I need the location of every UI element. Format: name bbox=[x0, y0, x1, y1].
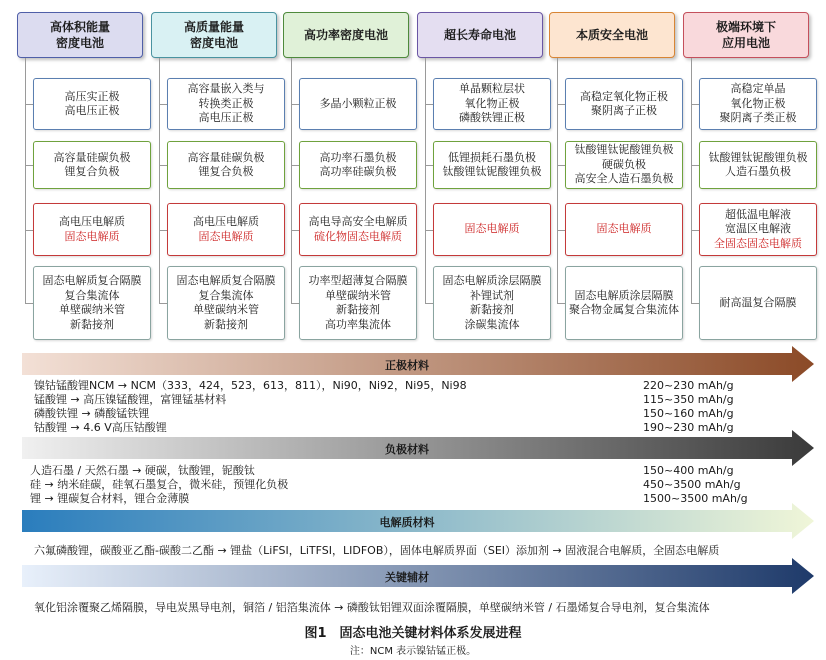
material-line: 固态电解质 bbox=[198, 229, 254, 243]
connector-tick bbox=[159, 303, 167, 304]
material-box bbox=[699, 141, 817, 189]
section-title-positive: 正极材料 bbox=[385, 359, 429, 372]
material-line: 高安全人造石墨负极 bbox=[574, 172, 674, 186]
connector-tick bbox=[25, 230, 33, 231]
figure-caption: 图1 固态电池关键材料体系发展进程 bbox=[304, 626, 522, 641]
arrow-positive bbox=[22, 346, 814, 382]
positive-row: 钴酸锂 → 4.6 V高压钴酸锂 bbox=[34, 421, 167, 434]
column-header: 高质量能量 密度电池 bbox=[151, 12, 277, 58]
connector-tick bbox=[25, 165, 33, 166]
column-header: 极端环境下 应用电池 bbox=[683, 12, 809, 58]
material-line: 固态电解质涂层隔膜 bbox=[442, 274, 542, 287]
material-box bbox=[565, 141, 683, 189]
positive-row: 磷酸铁锂 → 磷酸锰铁锂 bbox=[34, 407, 150, 420]
connector-line bbox=[691, 58, 692, 303]
column-header: 高体积能量 密度电池 bbox=[17, 12, 143, 58]
material-line: 固态电解质 bbox=[464, 222, 520, 236]
material-line: 新黏接剂 bbox=[70, 317, 114, 331]
material-line: 高电导高安全电解质 bbox=[308, 215, 408, 228]
connector-tick bbox=[691, 104, 699, 105]
material-line: 高压实正极 bbox=[64, 89, 120, 103]
negative-row: 硅 → 纳米硅碳，硅氧石墨复合，微米硅，预锂化负极 bbox=[30, 478, 289, 491]
connector-line bbox=[425, 58, 426, 303]
material-line: 固态电解质 bbox=[596, 222, 652, 236]
positive-value: 150~160 mAh/g bbox=[643, 407, 734, 420]
material-line: 高容量嵌入类与 bbox=[187, 82, 265, 96]
connector-line bbox=[557, 58, 558, 303]
material-line: 磷酸铁锂正极 bbox=[459, 111, 525, 125]
material-box bbox=[699, 266, 817, 340]
connector-tick bbox=[557, 104, 565, 105]
material-box bbox=[33, 78, 151, 130]
material-line: 硬碳负极 bbox=[602, 157, 646, 171]
material-line: 锂复合负极 bbox=[64, 165, 120, 178]
connector-tick bbox=[425, 165, 433, 166]
material-line: 固态电解质复合隔膜 bbox=[176, 274, 276, 287]
material-line: 高电压正极 bbox=[64, 104, 120, 117]
electrolyte-line: 六氟磷酸锂，碳酸亚乙酯-碳酸二乙酯 → 锂盐（LiFSI，LiTFSI，LIDFOB），固体电解质界面（SEI）添加剂 → 固液混合电解质，全固态电解质 bbox=[34, 544, 720, 557]
connector-tick bbox=[159, 104, 167, 105]
material-box bbox=[167, 203, 285, 256]
material-box bbox=[167, 78, 285, 130]
material-line: 高稳定氧化物正极 bbox=[580, 89, 668, 103]
material-line: 锂复合负极 bbox=[198, 165, 254, 178]
column-header: 本质安全电池 bbox=[549, 12, 675, 58]
material-line: 钛酸锂钛铌酸锂负极 bbox=[708, 150, 808, 164]
material-line: 低锂损耗石墨负极 bbox=[448, 150, 536, 164]
positive-row: 镍钴锰酸锂NCM → NCM（333，424，523，613，811），Ni90，Ni92，Ni95，Ni98 bbox=[34, 379, 467, 392]
positive-value: 220~230 mAh/g bbox=[643, 379, 734, 392]
material-line: 高功率集流体 bbox=[325, 317, 391, 331]
material-line: 聚合物金属复合集流体 bbox=[569, 303, 679, 316]
material-line: 单壁碳纳米管 bbox=[193, 303, 259, 316]
connector-tick bbox=[425, 230, 433, 231]
material-line: 转换类正极 bbox=[198, 96, 254, 110]
figure-note: 注：NCM 表示镍钴锰正极。 bbox=[349, 646, 477, 657]
section-title-negative: 负极材料 bbox=[385, 443, 429, 456]
positive-row: 锰酸锂 → 高压镍锰酸锂，富锂锰基材料 bbox=[34, 393, 227, 406]
negative-row: 锂 → 锂碳复合材料，锂合金薄膜 bbox=[30, 492, 190, 505]
negative-value: 1500~3500 mAh/g bbox=[643, 492, 748, 505]
material-line: 高功率石墨负极 bbox=[319, 150, 397, 164]
material-line: 复合集流体 bbox=[64, 288, 120, 302]
material-box bbox=[33, 203, 151, 256]
arrow-aux bbox=[22, 558, 814, 594]
material-line: 单壁碳纳米管 bbox=[325, 288, 391, 302]
material-line: 聚阴离子正极 bbox=[591, 104, 657, 117]
connector-tick bbox=[557, 303, 565, 304]
material-line: 高功率硅碳负极 bbox=[319, 165, 397, 178]
material-line: 全固态固态电解质 bbox=[714, 236, 802, 250]
arrow-negative bbox=[22, 430, 814, 466]
material-box bbox=[433, 203, 551, 256]
material-box bbox=[167, 266, 285, 340]
material-line: 多晶小颗粒正极 bbox=[319, 96, 397, 110]
material-line: 功率型超薄复合隔膜 bbox=[308, 274, 408, 287]
negative-value: 450~3500 mAh/g bbox=[643, 478, 741, 491]
column-header: 超长寿命电池 bbox=[417, 12, 543, 58]
material-line: 钛酸锂钛铌酸锂负极 bbox=[442, 165, 542, 178]
positive-value: 190~230 mAh/g bbox=[643, 421, 734, 434]
material-box bbox=[565, 78, 683, 130]
material-line: 单壁碳纳米管 bbox=[59, 303, 125, 316]
material-line: 单晶颗粒层状 bbox=[459, 82, 525, 96]
material-line: 新黏接剂 bbox=[204, 317, 248, 331]
material-box bbox=[433, 141, 551, 189]
material-line: 耐高温复合隔膜 bbox=[719, 295, 797, 309]
connector-tick bbox=[291, 303, 299, 304]
positive-value: 115~350 mAh/g bbox=[643, 393, 734, 406]
material-line: 复合集流体 bbox=[198, 288, 254, 302]
material-line: 钛酸锂钛铌酸锂负极 bbox=[574, 143, 674, 157]
material-line: 新黏接剂 bbox=[336, 303, 380, 316]
material-line: 固态电解质复合隔膜 bbox=[42, 274, 142, 287]
connector-tick bbox=[291, 104, 299, 105]
material-box bbox=[299, 78, 417, 130]
material-box bbox=[299, 141, 417, 189]
material-box bbox=[565, 203, 683, 256]
material-line: 高电压电解质 bbox=[193, 215, 259, 228]
material-line: 硫化物固态电解质 bbox=[314, 229, 402, 243]
material-box bbox=[33, 141, 151, 189]
material-line: 氧化物正极 bbox=[730, 96, 786, 110]
material-line: 涂碳集流体 bbox=[464, 317, 520, 331]
material-box bbox=[565, 266, 683, 340]
section-title-aux: 关键辅材 bbox=[385, 571, 429, 584]
material-line: 高电压电解质 bbox=[59, 215, 125, 228]
material-box bbox=[299, 203, 417, 256]
connector-tick bbox=[557, 165, 565, 166]
connector-line bbox=[159, 58, 160, 303]
material-line: 高电压正极 bbox=[198, 111, 254, 125]
material-line: 固态电解质涂层隔膜 bbox=[574, 288, 674, 302]
material-box bbox=[699, 203, 817, 256]
connector-tick bbox=[557, 230, 565, 231]
connector-tick bbox=[425, 303, 433, 304]
connector-tick bbox=[159, 165, 167, 166]
connector-line bbox=[291, 58, 292, 303]
material-line: 氧化物正极 bbox=[464, 96, 520, 110]
material-box bbox=[33, 266, 151, 340]
material-line: 宽温区电解液 bbox=[725, 222, 791, 236]
negative-row: 人造石墨 / 天然石墨 → 硬碳，钛酸锂，铌酸钛 bbox=[30, 464, 255, 477]
connector-tick bbox=[691, 165, 699, 166]
connector-tick bbox=[291, 165, 299, 166]
material-line: 高稳定单晶 bbox=[730, 82, 786, 96]
connector-tick bbox=[291, 230, 299, 231]
material-box bbox=[167, 141, 285, 189]
material-line: 固态电解质 bbox=[64, 229, 120, 243]
material-line: 超低温电解液 bbox=[725, 207, 791, 221]
material-box bbox=[433, 78, 551, 130]
connector-tick bbox=[25, 104, 33, 105]
section-title-electrolyte: 电解质材料 bbox=[379, 516, 435, 529]
material-line: 高容量硅碳负极 bbox=[187, 150, 265, 164]
connector-tick bbox=[25, 303, 33, 304]
connector-line bbox=[25, 58, 26, 303]
connector-tick bbox=[159, 230, 167, 231]
connector-tick bbox=[691, 230, 699, 231]
material-line: 补锂试剂 bbox=[470, 288, 514, 302]
material-box bbox=[299, 266, 417, 340]
connector-tick bbox=[425, 104, 433, 105]
material-box bbox=[699, 78, 817, 130]
negative-value: 150~400 mAh/g bbox=[643, 464, 734, 477]
material-line: 人造石墨负极 bbox=[725, 165, 791, 178]
material-box bbox=[433, 266, 551, 340]
aux-line: 氧化铝涂覆聚乙烯隔膜，导电炭黑导电剂，铜箔 / 铝箔集流体 → 磷酸钛铝锂双面涂覆隔膜，单壁碳纳米管 / 石墨烯复合导电剂，复合集流体 bbox=[34, 601, 710, 614]
arrow-electrolyte bbox=[22, 503, 814, 539]
connector-tick bbox=[691, 303, 699, 304]
column-header: 高功率密度电池 bbox=[283, 12, 409, 58]
material-line: 高容量硅碳负极 bbox=[53, 150, 131, 164]
material-line: 新黏接剂 bbox=[470, 303, 514, 316]
material-line: 聚阴离子类正极 bbox=[719, 111, 797, 125]
